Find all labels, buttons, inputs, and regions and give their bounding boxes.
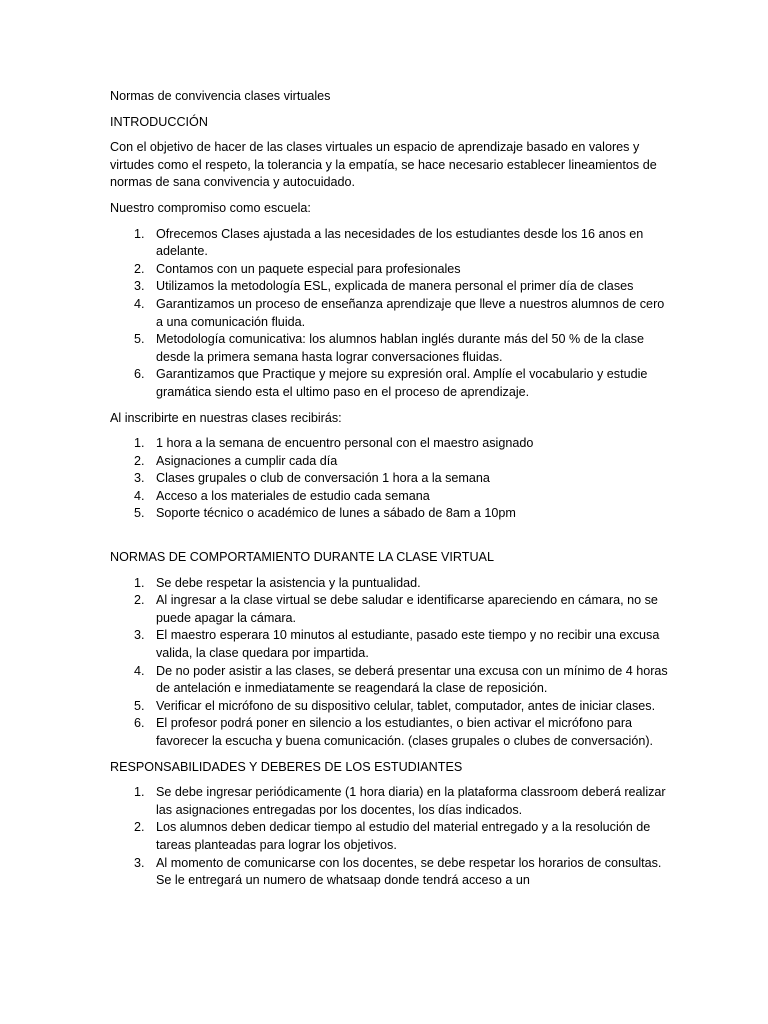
- list-item-text: Se debe ingresar periódicamente (1 hora diaria) en la plataforma classroom deberá realizar las asignaciones entregadas por los docentes, los días indicados.: [156, 785, 666, 817]
- list-item-text: Acceso a los materiales de estudio cada semana: [156, 488, 430, 503]
- document-page: [110, 88, 670, 898]
- list-item: [110, 592, 670, 627]
- list-item-text: Metodología comunicativa: los alumnos hablan inglés durante más del 50 % de la clase desde la primera semana hasta lograr conversaciones fluidas.: [156, 332, 644, 364]
- list-number: 1.: [134, 785, 145, 800]
- list-item: [110, 453, 670, 471]
- enroll-list: [110, 435, 670, 523]
- list-number: 2.: [134, 453, 145, 468]
- list-item-text: Se debe respetar la asistencia y la puntualidad.: [156, 575, 421, 590]
- behavior-heading: NORMAS DE COMPORTAMIENTO DURANTE LA CLASE VIRTUAL: [110, 550, 494, 565]
- list-number: 1.: [134, 436, 145, 451]
- list-number: 1.: [134, 226, 145, 241]
- intro-heading: INTRODUCCIÓN: [110, 114, 208, 129]
- commitment-list: [110, 226, 670, 402]
- list-item: [110, 488, 670, 506]
- list-item: [110, 663, 670, 698]
- list-item: [110, 627, 670, 662]
- behavior-list: [110, 575, 670, 751]
- list-item-text: El maestro esperara 10 minutos al estudiante, pasado este tiempo y no recibir una excusa valida, la clase quedara por impartida.: [156, 628, 660, 661]
- list-number: 4.: [134, 663, 145, 678]
- list-item-text: Clases grupales o club de conversación 1 hora a la semana: [156, 471, 490, 486]
- list-item-text: Soporte técnico o académico de lunes a sábado de 8am a 10pm: [156, 506, 516, 521]
- list-number: 4.: [134, 296, 145, 311]
- list-number: 3.: [134, 855, 145, 870]
- list-item-text: Al momento de comunicarse con los docentes, se debe respetar los horarios de consultas. Se le entregará un numero de whatsaap donde tendrá acceso a un: [156, 855, 662, 888]
- duties-heading: RESPONSABILIDADES Y DEBERES DE LOS ESTUDIANTES: [110, 759, 463, 774]
- list-item: [110, 505, 670, 523]
- list-item-text: Contamos con un paquete especial para profesionales: [156, 261, 461, 276]
- list-number: 6.: [134, 716, 145, 731]
- list-item-text: Ofrecemos Clases ajustada a las necesidades de los estudiantes desde los 16 anos en adelante.: [156, 226, 644, 259]
- list-item: [110, 366, 670, 401]
- list-item: [110, 819, 670, 854]
- list-number: 3.: [134, 279, 145, 294]
- list-item-text: Utilizamos la metodología ESL, explicada de manera personal el primer día de clases: [156, 279, 634, 294]
- list-number: 5.: [134, 506, 145, 521]
- list-number: 3.: [134, 628, 145, 643]
- list-number: 2.: [134, 261, 145, 276]
- list-item: [110, 715, 670, 750]
- list-item-text: Garantizamos que Practique y mejore su expresión oral. Amplíe el vocabulario y estudie gramática siendo esta el ultimo paso en el proceso de aprendizaje.: [156, 367, 648, 399]
- list-number: 3.: [134, 471, 145, 486]
- list-item: [110, 261, 670, 279]
- list-item: [110, 296, 670, 331]
- list-item-text: Al ingresar a la clase virtual se debe saludar e identificarse apareciendo en cámara, no se puede apagar la cámara.: [156, 593, 658, 625]
- enroll-heading: Al inscribirte en nuestras clases recibirás:: [110, 410, 342, 425]
- list-item: [110, 575, 670, 593]
- list-item: [110, 435, 670, 453]
- list-item: [110, 278, 670, 296]
- list-number: 1.: [134, 575, 145, 590]
- list-item: [110, 470, 670, 488]
- section-spacer: [110, 531, 670, 549]
- list-item-text: Los alumnos deben dedicar tiempo al estudio del material entregado y a la resolución de tareas planteadas para lograr los objetivos.: [156, 820, 651, 852]
- list-item: [110, 331, 670, 366]
- list-number: 2.: [134, 820, 145, 835]
- list-item: [110, 784, 670, 819]
- list-number: 5.: [134, 698, 145, 713]
- list-item-text: Garantizamos un proceso de enseñanza aprendizaje que lleve a nuestros alumnos de cero a una comunicación fluida.: [156, 296, 665, 329]
- list-item: [110, 698, 670, 716]
- list-item: [110, 855, 670, 890]
- list-item-text: De no poder asistir a las clases, se deberá presentar una excusa con un mínimo de 4 horas de antelación e inmediatamente se reagendará la clase de reposición.: [156, 663, 668, 696]
- list-number: 6.: [134, 367, 145, 382]
- list-item-text: Asignaciones a cumplir cada día: [156, 453, 338, 468]
- intro-paragraph: Con el objetivo de hacer de las clases virtuales un espacio de aprendizaje basado en valores y virtudes como el respeto, la tolerancia y la empatía, se hace necesario establecer lineamientos de normas de sana convivencia y autocuidado.: [110, 140, 657, 190]
- document-title: Normas de convivencia clases virtuales: [110, 89, 331, 103]
- list-number: 4.: [134, 488, 145, 503]
- duties-list: [110, 784, 670, 890]
- list-item-text: Verificar el micrófono de su dispositivo celular, tablet, computador, antes de iniciar clases.: [156, 698, 656, 713]
- list-item-text: 1 hora a la semana de encuentro personal con el maestro asignado: [156, 436, 534, 451]
- commitment-heading: Nuestro compromiso como escuela:: [110, 200, 311, 215]
- list-number: 2.: [134, 593, 145, 608]
- list-item-text: El profesor podrá poner en silencio a los estudiantes, o bien activar el micrófono para favorecer la escucha y buena comunicación. (clases grupales o clubes de conversación).: [156, 716, 654, 748]
- list-number: 5.: [134, 332, 145, 347]
- list-item: [110, 226, 670, 261]
